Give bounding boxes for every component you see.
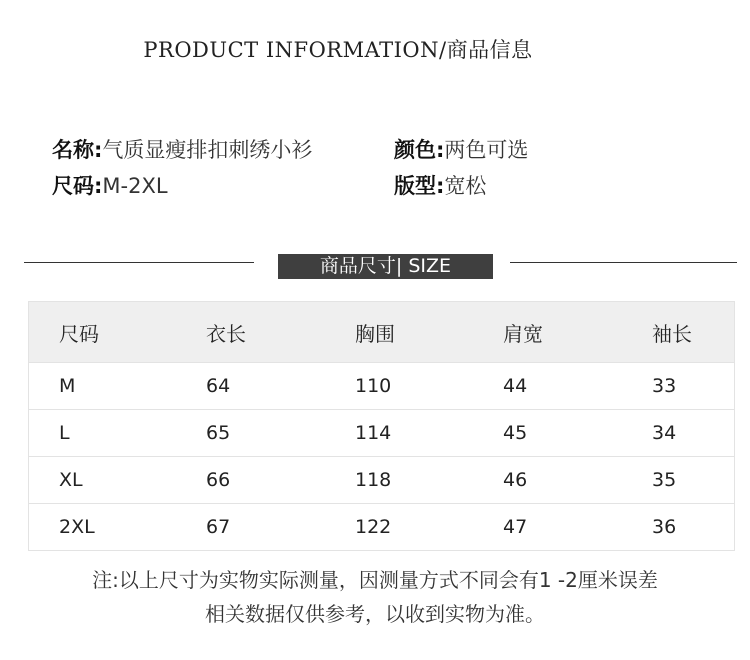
name-value: 气质显瘦排扣刺绣小衫 bbox=[102, 138, 313, 162]
table-row bbox=[29, 409, 734, 456]
color-value: 两色可选 bbox=[444, 138, 529, 162]
table-cell: 118 bbox=[355, 469, 392, 491]
name-label: 名称: bbox=[52, 138, 103, 162]
table-cell: 114 bbox=[355, 422, 392, 444]
header-cell-size: 尺码 bbox=[59, 321, 99, 346]
section-header: 商品尺寸| SIZE bbox=[278, 254, 493, 279]
table-cell: 65 bbox=[206, 422, 231, 444]
header-cell-sleeve: 袖长 bbox=[652, 321, 692, 346]
table-cell: 36 bbox=[652, 516, 677, 538]
table-cell: L bbox=[59, 422, 70, 444]
table-cell: 122 bbox=[355, 516, 392, 538]
table-cell: 110 bbox=[355, 375, 392, 397]
note-line-2: 相关数据仅供参考，以收到实物为准。 bbox=[205, 602, 545, 626]
fit-value: 宽松 bbox=[444, 174, 487, 198]
header-cell-length: 衣长 bbox=[206, 321, 246, 346]
page-title: PRODUCT INFORMATION/商品信息 bbox=[143, 38, 533, 62]
header-cell-shoulder: 肩宽 bbox=[503, 321, 543, 346]
table-cell: M bbox=[59, 375, 76, 397]
table-row bbox=[29, 362, 734, 409]
table-cell: 34 bbox=[652, 422, 677, 444]
size-label: 尺码: bbox=[52, 174, 103, 198]
info-name-row bbox=[52, 136, 312, 164]
table-row bbox=[29, 456, 734, 503]
table-cell: 67 bbox=[206, 516, 231, 538]
table-header-row bbox=[29, 302, 734, 362]
info-color-row bbox=[394, 136, 528, 164]
table-cell: 33 bbox=[652, 375, 677, 397]
divider-left bbox=[24, 262, 254, 263]
table-cell: 64 bbox=[206, 375, 231, 397]
table-cell: 46 bbox=[503, 469, 528, 491]
header-cell-bust: 胸围 bbox=[355, 321, 395, 346]
table-row bbox=[29, 503, 734, 550]
fit-label: 版型: bbox=[394, 174, 445, 198]
info-size-row bbox=[52, 172, 168, 200]
info-fit-row bbox=[394, 172, 486, 200]
table-cell: 45 bbox=[503, 422, 528, 444]
table-cell: 47 bbox=[503, 516, 528, 538]
table-cell: XL bbox=[59, 469, 83, 491]
table-cell: 2XL bbox=[59, 516, 95, 538]
table-cell: 66 bbox=[206, 469, 231, 491]
size-table bbox=[28, 301, 735, 551]
color-label: 颜色: bbox=[394, 138, 445, 162]
table-cell: 35 bbox=[652, 469, 677, 491]
table-cell: 44 bbox=[503, 375, 528, 397]
note-line-1: 注:以上尺寸为实物实际测量，因测量方式不同会有1 -2厘米误差 bbox=[92, 568, 658, 592]
divider-right bbox=[510, 262, 737, 263]
size-value: M-2XL bbox=[102, 174, 168, 198]
